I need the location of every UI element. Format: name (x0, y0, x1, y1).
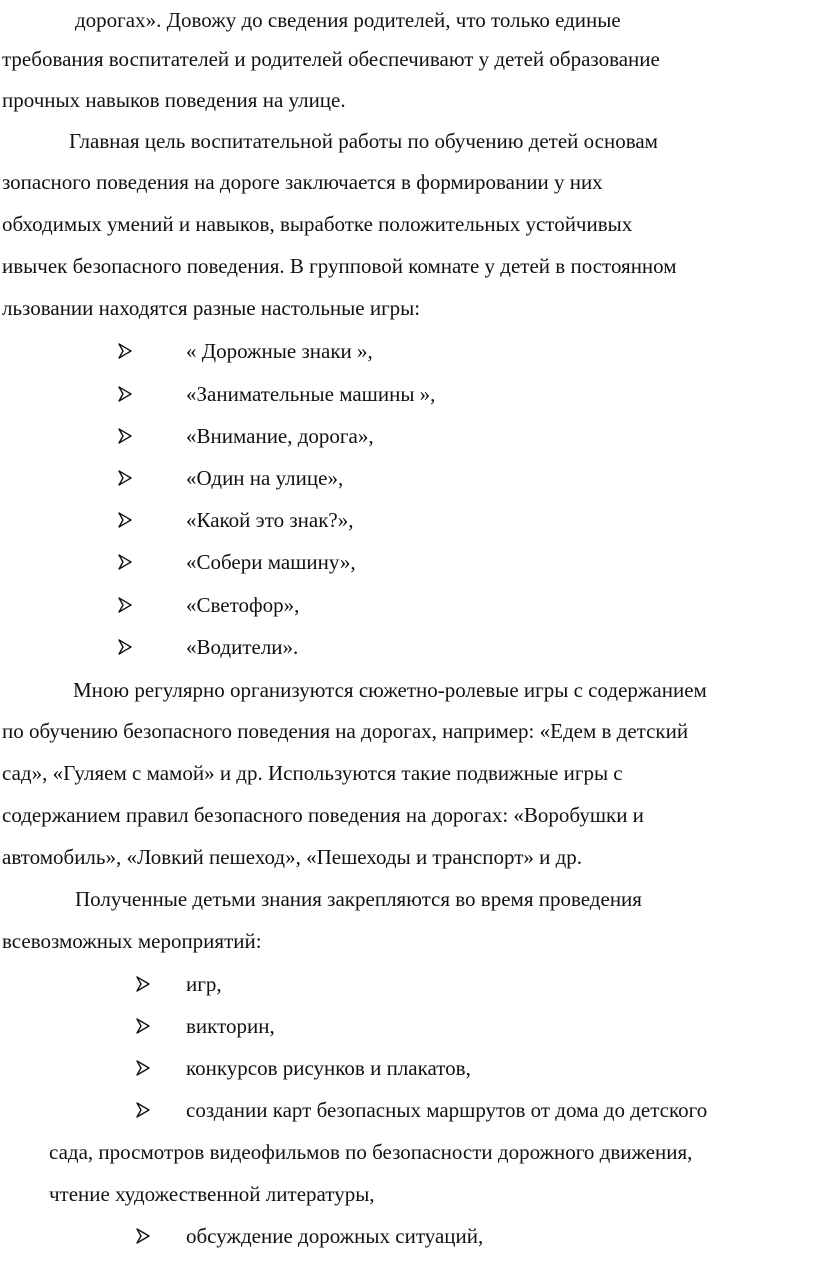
list-item-text: игр, (186, 972, 222, 996)
list-item-continuation: сада, просмотров видеофильмов по безопасности дорожного движения, (49, 1140, 693, 1164)
arrowhead-bullet-icon (118, 597, 132, 613)
list-item-text: «Собери машину», (186, 550, 356, 574)
text-line: прочных навыков поведения на улице. (2, 88, 346, 112)
text-line: содержанием правил безопасного поведения на дорогах: «Воробушки и (2, 803, 644, 827)
arrowhead-bullet-icon (136, 1102, 150, 1118)
text-line: зопасного поведения на дороге заключается в формировании у них (2, 170, 603, 194)
arrowhead-bullet-icon (118, 470, 132, 486)
arrowhead-bullet-icon (118, 386, 132, 402)
text-line: Мною регулярно организуются сюжетно-ролевые игры с содержанием (73, 678, 707, 702)
list-item-text: «Занимательные машины », (186, 382, 436, 406)
text-line: обходимых умений и навыков, выработке положительных устойчивых (2, 212, 633, 236)
arrowhead-bullet-icon (136, 1060, 150, 1076)
list-item-text: создании карт безопасных маршрутов от дома до детского (186, 1098, 708, 1122)
list-item-text: обсуждение дорожных ситуаций, (186, 1224, 484, 1248)
arrowhead-bullet-icon (136, 1018, 150, 1034)
arrowhead-bullet-icon (136, 1228, 150, 1244)
list-item-text: «Внимание, дорога», (186, 424, 374, 448)
list-item-text: конкурсов рисунков и плакатов, (186, 1056, 471, 1080)
text-line: Главная цель воспитательной работы по обучению детей основам (69, 129, 658, 153)
text-line: дорогах». Довожу до сведения родителей, что только единые (75, 8, 621, 32)
list-item-text: «Светофор», (186, 593, 300, 617)
text-line: сад», «Гуляем с мамой» и др. Используются такие подвижные игры с (2, 761, 623, 785)
list-item-text: «Какой это знак?», (186, 508, 354, 532)
list-item-text: «Водители». (186, 635, 299, 659)
text-line: автомобиль», «Ловкий пешеход», «Пешеходы и транспорт» и др. (2, 845, 583, 869)
list-item-text: «Один на улице», (186, 466, 344, 490)
list-item-text: викторин, (186, 1014, 275, 1038)
text-line: льзовании находятся разные настольные игры: (2, 296, 421, 320)
arrowhead-bullet-icon (118, 428, 132, 444)
text-line: Полученные детьми знания закрепляются во время проведения (75, 887, 642, 911)
text-line: ивычек безопасного поведения. В групповой комнате у детей в постоянном (2, 254, 677, 278)
text-line: всевозможных мероприятий: (2, 929, 262, 953)
list-item-continuation: чтение художественной литературы, (49, 1182, 375, 1206)
text-line: по обучению безопасного поведения на дорогах, например: «Едем в детский (2, 719, 689, 743)
arrowhead-bullet-icon (118, 554, 132, 570)
arrowhead-bullet-icon (118, 343, 132, 359)
list-item-text: « Дорожные знаки », (186, 339, 373, 363)
arrowhead-bullet-icon (118, 512, 132, 528)
text-line: требования воспитателей и родителей обеспечивают у детей образование (2, 47, 660, 71)
arrowhead-bullet-icon (136, 976, 150, 992)
arrowhead-bullet-icon (118, 639, 132, 655)
